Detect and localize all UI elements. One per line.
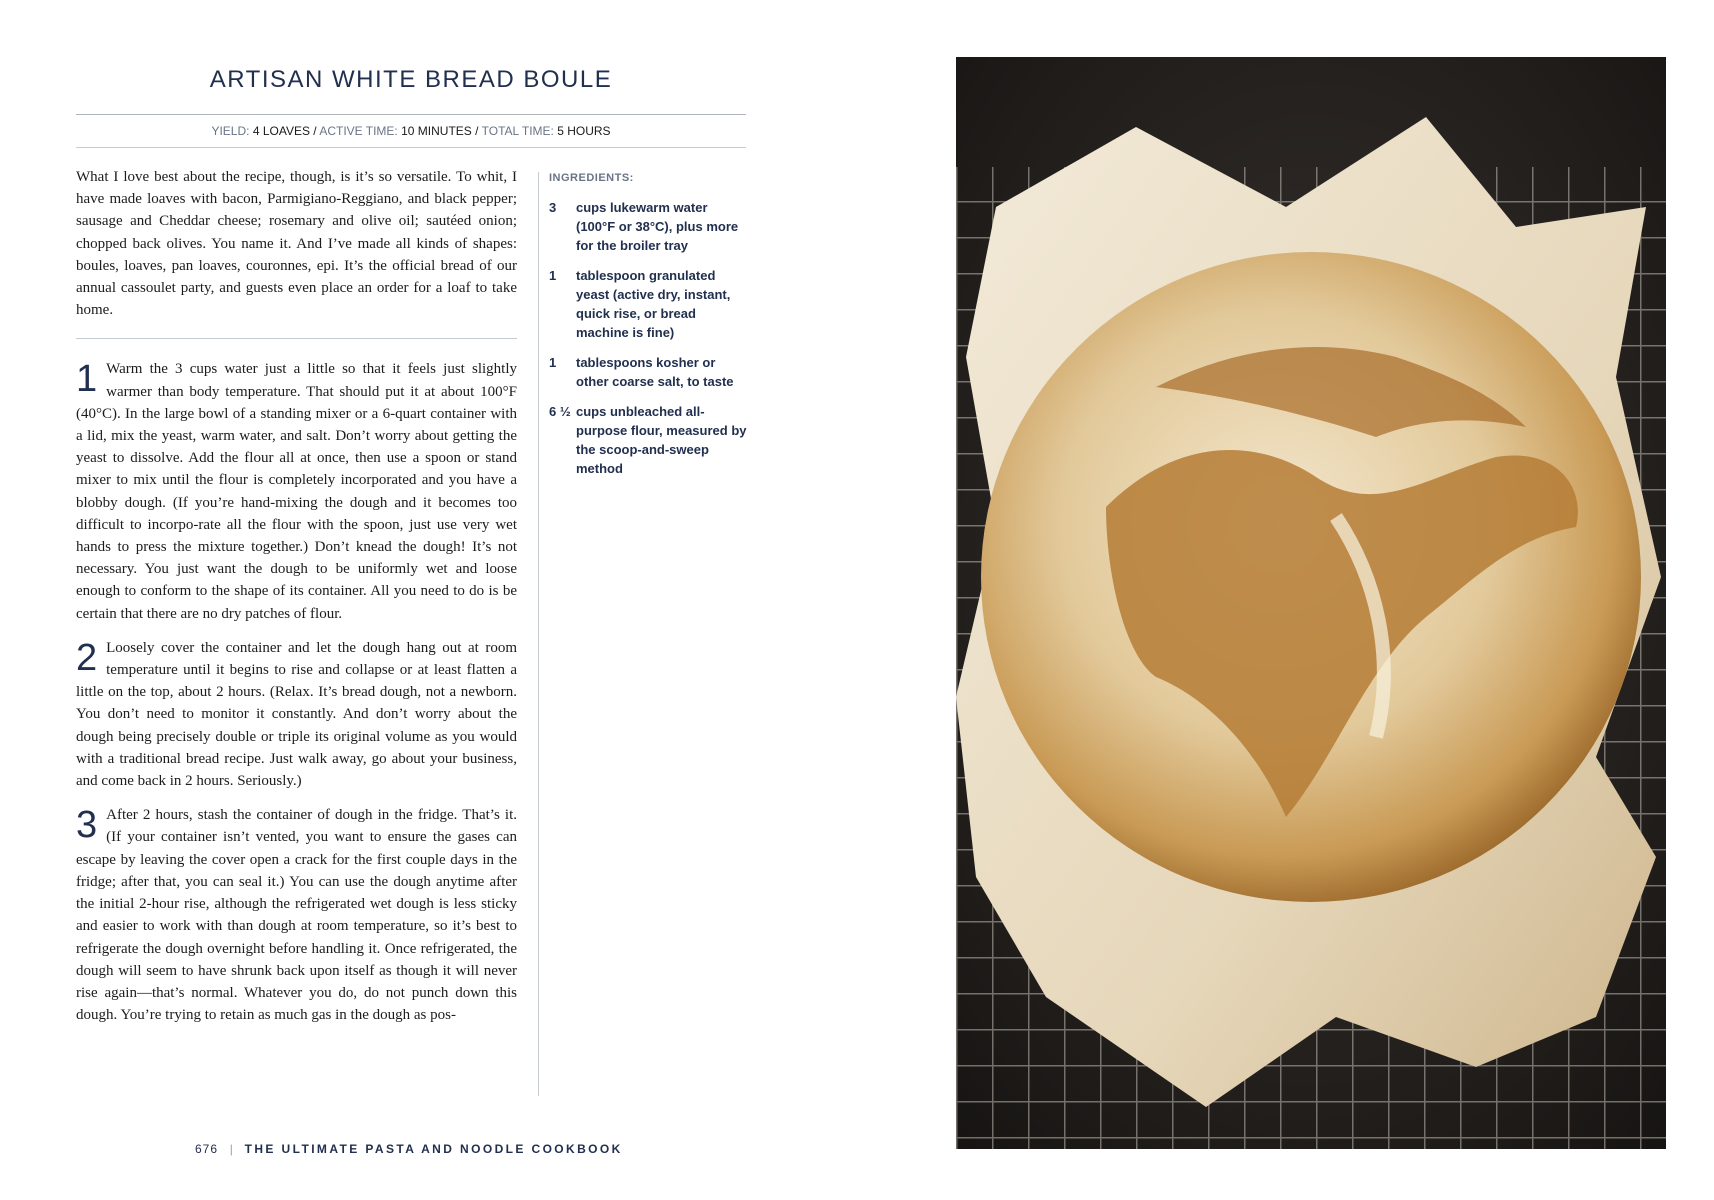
ingredients-list (549, 172, 749, 489)
title-rule (76, 114, 746, 115)
ingredient-text: tablespoon granulated yeast (active dry, instant, quick rise, or bread machine is fine) (576, 268, 731, 340)
meta-separator: / (313, 124, 317, 138)
footer-separator: | (229, 1142, 233, 1156)
book-title: THE ULTIMATE PASTA AND NOODLE COOKBOOK (244, 1142, 623, 1156)
ingredient-text: tablespoons kosher or other coarse salt, to taste (576, 355, 734, 389)
step-number: 3 (76, 804, 98, 847)
ingredient-qty: 1 (549, 268, 557, 283)
intro-paragraph: What I love best about the recipe, though, is it’s so versatile. To whit, I have made loaves with bacon, Parmigiano-Reggiano, and black pepper; sausage and Cheddar cheese; rosemary and olive oil; sautéed onion; chopped back olives. You name it. And I’ve made all kinds of shapes: boules, loaves, pan loaves, couronnes, epi. It’s the official bread of our annual cassoulet party, and guests even place an order for a loaf to take home. (76, 169, 517, 319)
recipe-title: ARTISAN WHITE BREAD BOULE (209, 66, 613, 93)
ingredient-item (549, 353, 749, 391)
page-footer (195, 1142, 623, 1156)
ingredient-qty: 1 (549, 355, 557, 370)
meta-rule (76, 147, 746, 148)
page-number: 676 (195, 1142, 219, 1156)
total-time-value: 5 HOURS (557, 124, 611, 138)
ingredient-item (549, 198, 749, 255)
intro-divider (76, 338, 517, 339)
ingredient-text: cups unbleached all-purpose flour, measured by the scoop-and-sweep method (576, 404, 747, 476)
ingredient-qty: 3 (549, 200, 557, 215)
column-divider (538, 172, 539, 1096)
step-2 (76, 637, 517, 792)
active-time-label: ACTIVE TIME: (319, 124, 398, 138)
ingredient-item (549, 266, 749, 342)
active-time-value: 10 MINUTES (401, 124, 472, 138)
ingredient-item (549, 402, 749, 478)
ingredients-heading: INGREDIENTS: (549, 172, 634, 184)
step-3 (76, 804, 517, 1026)
yield-label: YIELD: (211, 124, 250, 138)
step-number: 1 (76, 358, 98, 401)
ingredient-qty: 6 ½ (549, 404, 571, 419)
step-text: Loosely cover the container and let the dough hang out at room temperature until it begins to rise and collapse or at least flatten a little on the top, about 2 hours. (Relax. It’s bread dough, not a newborn. You don’t need to monitor it constantly. And don’t worry about the dough being precisely double or triple its original volume as you would with a traditional bread recipe. Just walk away, go about your business, and come back in 2 hours. Seriously.) (76, 639, 517, 790)
yield-value: 4 LOAVES (252, 124, 310, 138)
step-1 (76, 358, 517, 624)
method-column (76, 166, 517, 1038)
bread-photo (956, 57, 1666, 1149)
step-number: 2 (76, 636, 98, 679)
step-text: Warm the 3 cups water just a little so that it feels just slightly warmer than body temperature. That should put it at about 100°F (40°C). In the large bowl of a standing mixer or a 6-quart container with a lid, mix the yeast, warm water, and salt. Don’t worry about getting the yeast to dissolve. Add the flour all at once, then use a spoon or stand mixer to mix until the flour is completely incorporated and you have a blobby dough. (If you’re hand-mixing the dough and it becomes too difficult to incorpo-rate all the flour with the spoon, just use very wet hands to press the mixture together.) Don’t knead the dough! It’s not necessary. You just want the dough to be uniformly wet and loose enough to conform to the shape of its container. All you need to do is be certain that there are no dry patches of flour. (76, 361, 517, 622)
total-time-label: TOTAL TIME: (481, 124, 554, 138)
ingredient-text: cups lukewarm water (100°F or 38°C), plus more for the broiler tray (576, 200, 739, 253)
step-text: After 2 hours, stash the container of dough in the fridge. That’s it. (If your container isn’t vented, you want to ensure the gases can escape by leaving the cover open a crack for the first couple days in the fridge; after that, you can seal it.) You can use the dough anytime after the initial 2-hour rise, although the refrigerated wet dough is less sticky and easier to work with than dough at room temperature, so it’s best to refrigerate the dough overnight before handling it. Once refrigerated, the dough will seem to have shrunk back upon itself as though it will never rise again—that’s normal. Whatever you do, do not punch down this dough. You’re trying to retain as much gas in the dough as pos- (76, 807, 517, 1024)
recipe-meta (76, 124, 746, 138)
meta-separator: / (475, 124, 479, 138)
